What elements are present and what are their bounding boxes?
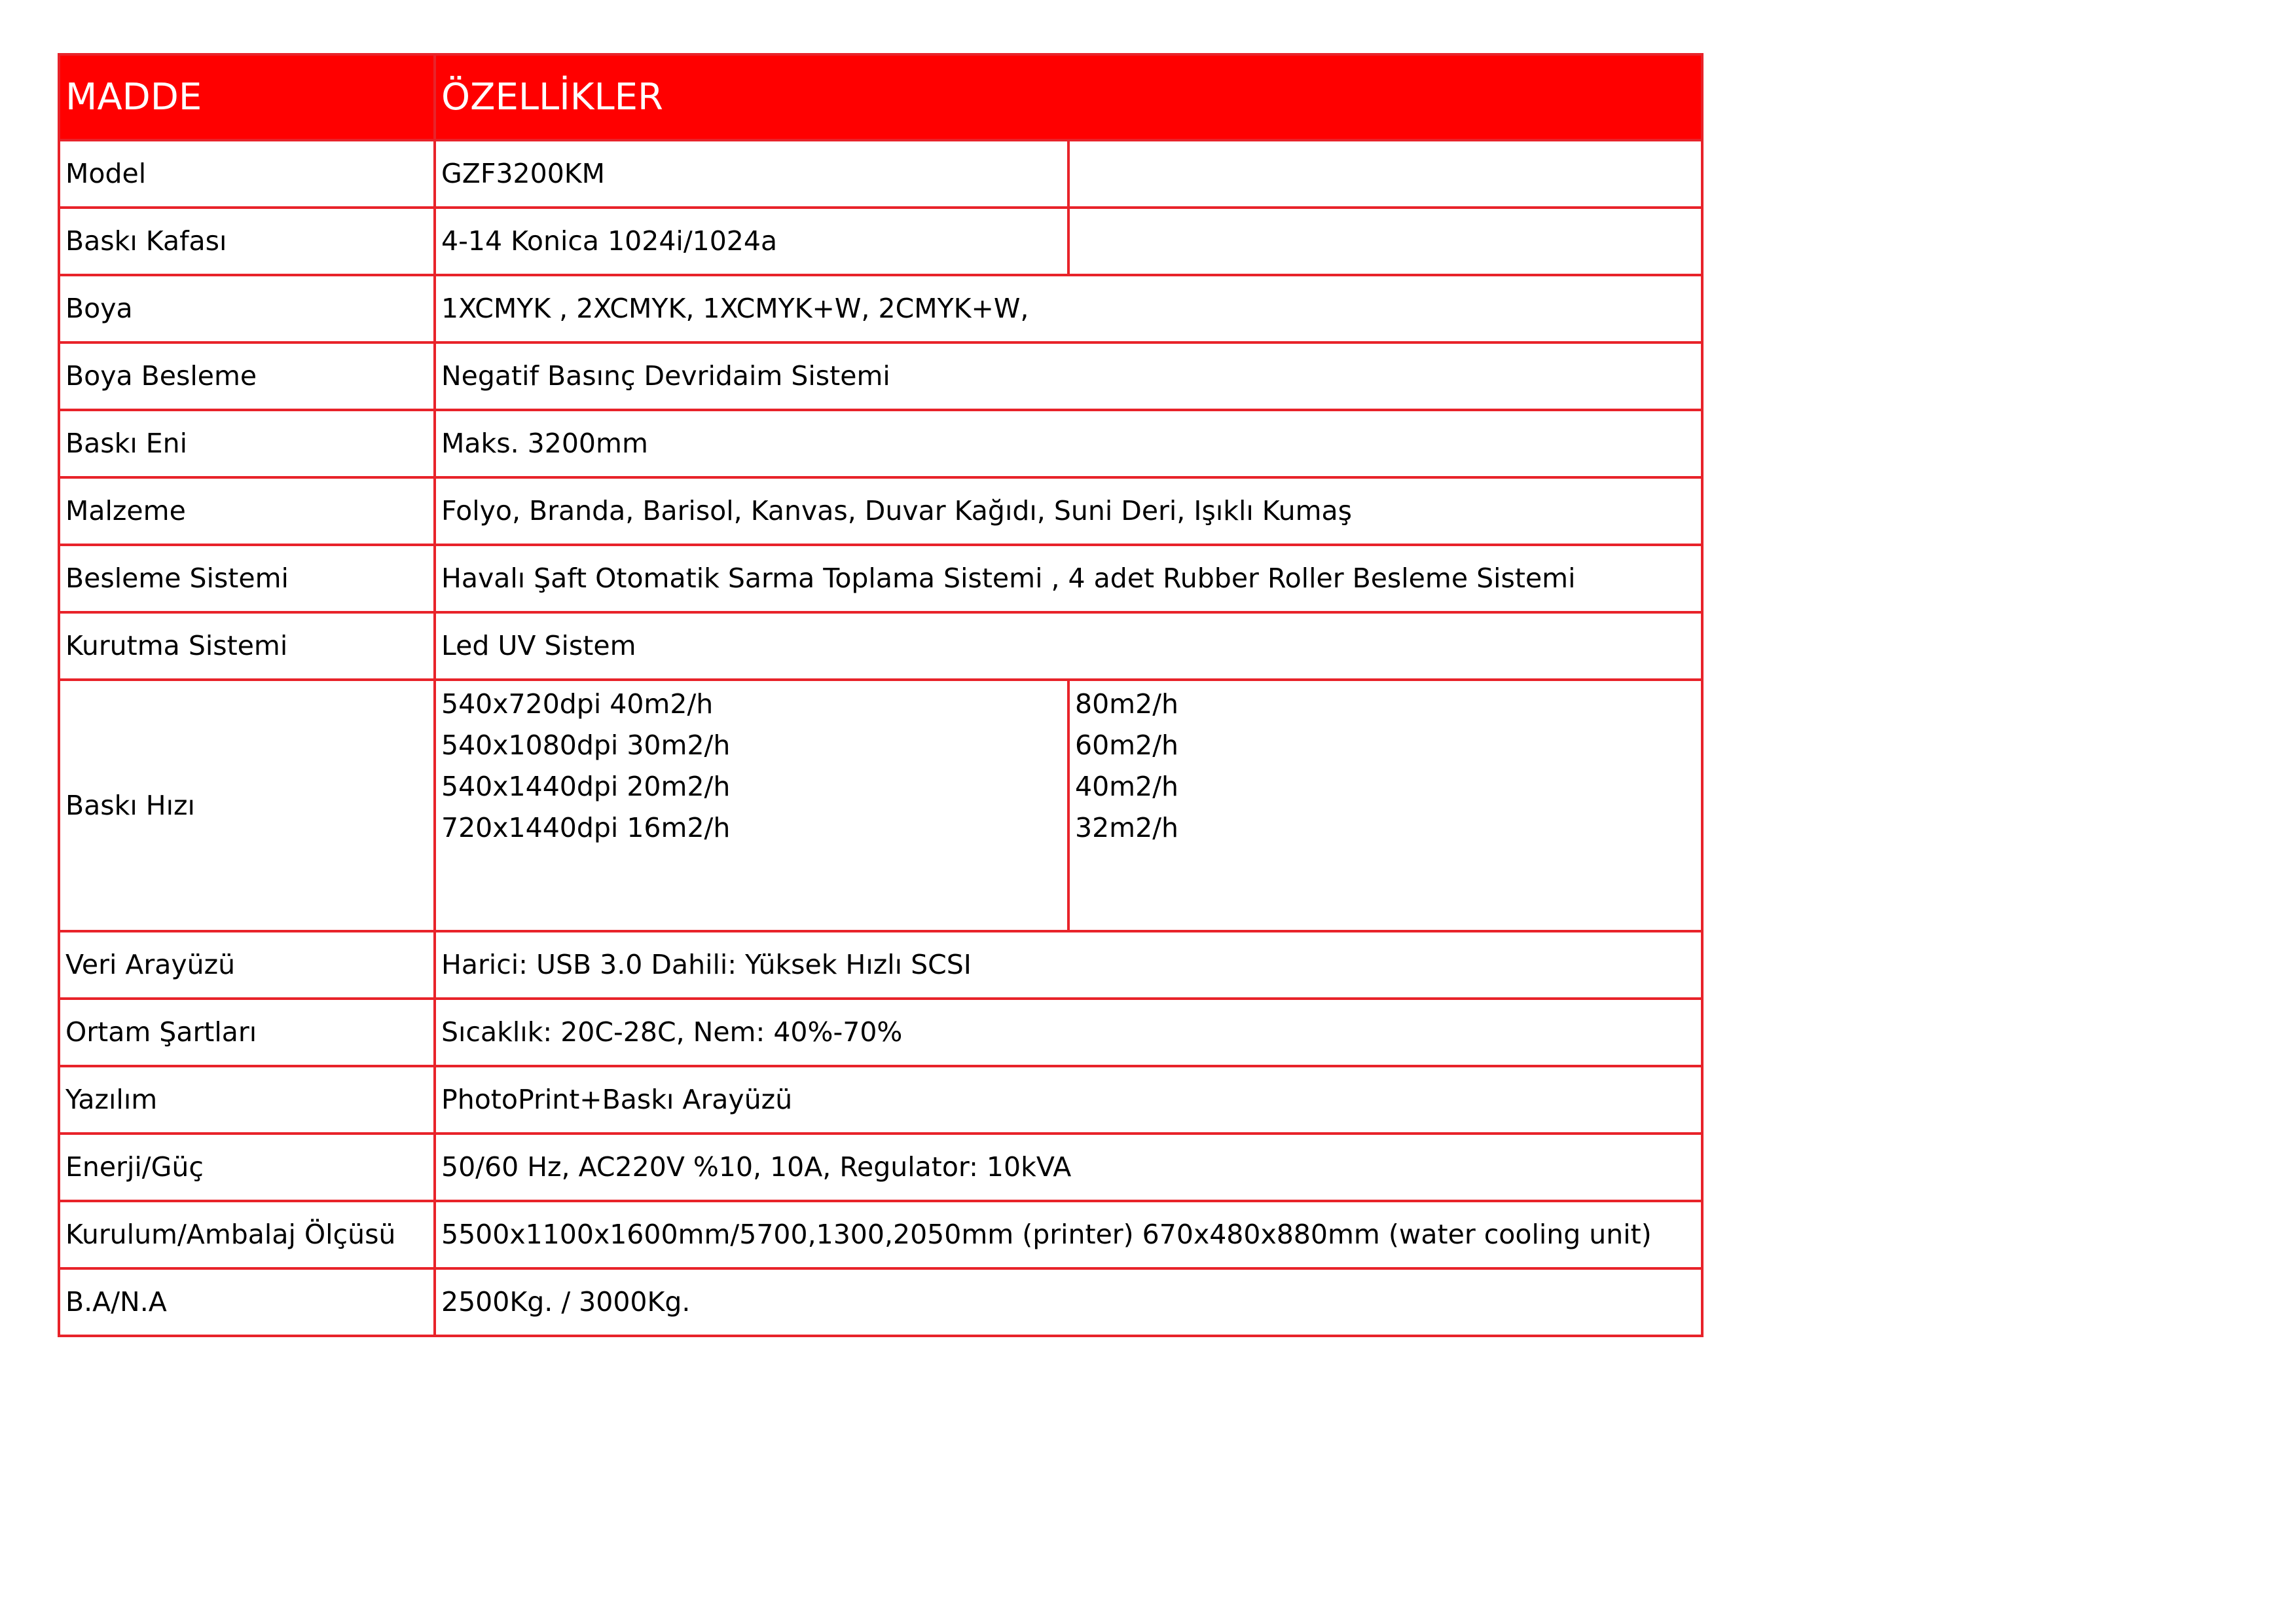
row-value: PhotoPrint+Baskı Arayüzü xyxy=(435,1066,1702,1134)
row-value: 4-14 Konica 1024i/1024a xyxy=(435,208,1068,275)
row-extra xyxy=(1068,140,1702,208)
row-label: Yazılım xyxy=(59,1066,435,1134)
row-label: Besleme Sistemi xyxy=(59,545,435,612)
row-value: GZF3200KM xyxy=(435,140,1068,208)
row-label: Baskı Kafası xyxy=(59,208,435,275)
row-label: Ortam Şartları xyxy=(59,999,435,1066)
row-label: Kurutma Sistemi xyxy=(59,612,435,680)
row-label: Baskı Hızı xyxy=(59,680,435,931)
speed-alt: 40m2/h xyxy=(1075,771,1178,802)
table-row xyxy=(59,1134,1702,1201)
row-label: Baskı Eni xyxy=(59,410,435,477)
spec-table xyxy=(58,53,1704,1337)
row-extra xyxy=(1068,208,1702,275)
speed-mode: 540x1080dpi 30m2/h xyxy=(441,729,731,761)
table-row xyxy=(59,1268,1702,1336)
row-value: Sıcaklık: 20C-28C, Nem: 40%-70% xyxy=(435,999,1702,1066)
table-row xyxy=(59,612,1702,680)
speed-alt: 60m2/h xyxy=(1075,729,1178,761)
row-label: Veri Arayüzü xyxy=(59,931,435,999)
row-value: 5500x1100x1600mm/5700,1300,2050mm (printer) 670x480x880mm (water cooling unit) xyxy=(435,1201,1702,1268)
table-row-speed xyxy=(59,680,1702,931)
table-row xyxy=(59,140,1702,208)
row-label: B.A/N.A xyxy=(59,1268,435,1336)
row-value: 1XCMYK , 2XCMYK, 1XCMYK+W, 2CMYK+W, xyxy=(435,275,1702,342)
table-row xyxy=(59,208,1702,275)
header-features: ÖZELLİKLER xyxy=(435,54,1702,140)
row-value: Negatif Basınç Devridaim Sistemi xyxy=(435,342,1702,410)
table-row xyxy=(59,545,1702,612)
row-value: Led UV Sistem xyxy=(435,612,1702,680)
row-value: 2500Kg. / 3000Kg. xyxy=(435,1268,1702,1336)
table-row xyxy=(59,931,1702,999)
speed-mode: 540x1440dpi 20m2/h xyxy=(441,771,731,802)
row-value: 50/60 Hz, AC220V %10, 10A, Regulator: 10kVA xyxy=(435,1134,1702,1201)
row-label: Model xyxy=(59,140,435,208)
table-row xyxy=(59,477,1702,545)
speed-mode: 720x1440dpi 16m2/h xyxy=(441,812,731,843)
table-header-row xyxy=(59,54,1702,140)
speed-alt-cell xyxy=(1068,680,1702,931)
table-row xyxy=(59,1066,1702,1134)
row-value: Folyo, Branda, Barisol, Kanvas, Duvar Kağıdı, Suni Deri, Işıklı Kumaş xyxy=(435,477,1702,545)
table-row xyxy=(59,342,1702,410)
row-label: Boya Besleme xyxy=(59,342,435,410)
row-label: Enerji/Güç xyxy=(59,1134,435,1201)
row-value: Harici: USB 3.0 Dahili: Yüksek Hızlı SCSI xyxy=(435,931,1702,999)
speed-alt: 32m2/h xyxy=(1075,812,1178,843)
table-row xyxy=(59,999,1702,1066)
speed-modes-cell xyxy=(435,680,1068,931)
table-row xyxy=(59,275,1702,342)
row-label: Malzeme xyxy=(59,477,435,545)
row-label: Kurulum/Ambalaj Ölçüsü xyxy=(59,1201,435,1268)
row-value: Maks. 3200mm xyxy=(435,410,1702,477)
row-value: Havalı Şaft Otomatik Sarma Toplama Sistemi , 4 adet Rubber Roller Besleme Sistemi xyxy=(435,545,1702,612)
speed-alt: 80m2/h xyxy=(1075,688,1178,720)
header-item: MADDE xyxy=(59,54,435,140)
table-row xyxy=(59,410,1702,477)
speed-mode: 540x720dpi 40m2/h xyxy=(441,688,714,720)
table-row xyxy=(59,1201,1702,1268)
row-label: Boya xyxy=(59,275,435,342)
